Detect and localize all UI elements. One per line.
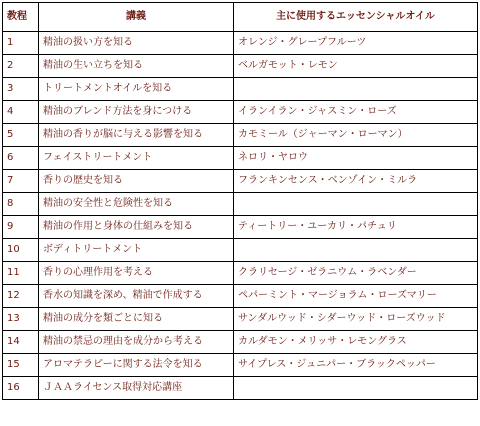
lesson-number-cell: 1 xyxy=(3,32,39,55)
table-row xyxy=(3,262,478,285)
lesson-number-cell: 7 xyxy=(3,170,39,193)
lecture-cell: アロマテラピーに関する法令を知る xyxy=(39,354,234,377)
essential-oils-cell: イランイラン・ジャスミン・ローズ xyxy=(234,101,478,124)
lesson-number-cell: 12 xyxy=(3,285,39,308)
essential-oils-cell xyxy=(234,78,478,101)
essential-oils-cell: ティートリー・ユーカリ・パチュリ xyxy=(234,216,478,239)
essential-oils-cell: サイプレス・ジュニパー・ブラックペッパー xyxy=(234,354,478,377)
lesson-number-cell: 10 xyxy=(3,239,39,262)
essential-oils-cell: フランキンセンス・ベンゾイン・ミルラ xyxy=(234,170,478,193)
lecture-cell: 精油の成分を類ごとに知る xyxy=(39,308,234,331)
lecture-cell: 精油の香りが脳に与える影響を知る xyxy=(39,124,234,147)
table-row xyxy=(3,308,478,331)
lecture-cell: フェイストリートメント xyxy=(39,147,234,170)
table-row xyxy=(3,124,478,147)
essential-oils-cell: カモミール（ジャーマン・ローマン） xyxy=(234,124,478,147)
lecture-cell: ボディトリートメント xyxy=(39,239,234,262)
essential-oils-cell: ペパーミント・マージョラム・ローズマリー xyxy=(234,285,478,308)
essential-oils-cell xyxy=(234,239,478,262)
header-lesson-number: 教程 xyxy=(3,3,39,32)
table-row xyxy=(3,216,478,239)
essential-oils-cell xyxy=(234,193,478,216)
table-row xyxy=(3,239,478,262)
lecture-cell: 精油のブレンド方法を身につける xyxy=(39,101,234,124)
lesson-number-cell: 4 xyxy=(3,101,39,124)
essential-oils-cell: サンダルウッド・シダーウッド・ローズウッド xyxy=(234,308,478,331)
table-row xyxy=(3,170,478,193)
syllabus-table xyxy=(2,2,478,400)
table-row xyxy=(3,32,478,55)
header-lecture: 講義 xyxy=(39,3,234,32)
lecture-cell: ＪＡＡライセンス取得対応講座 xyxy=(39,377,234,400)
lesson-number-cell: 13 xyxy=(3,308,39,331)
lecture-cell: 精油の禁忌の理由を成分から考える xyxy=(39,331,234,354)
lesson-number-cell: 14 xyxy=(3,331,39,354)
lesson-number-cell: 6 xyxy=(3,147,39,170)
lesson-number-cell: 3 xyxy=(3,78,39,101)
essential-oils-cell: クラリセージ・ゼラニウム・ラベンダー xyxy=(234,262,478,285)
lesson-number-cell: 8 xyxy=(3,193,39,216)
table-body xyxy=(3,32,478,400)
lecture-cell: トリートメントオイルを知る xyxy=(39,78,234,101)
table-row xyxy=(3,147,478,170)
table-row xyxy=(3,377,478,400)
essential-oils-cell: ネロリ・ヤロウ xyxy=(234,147,478,170)
lesson-number-cell: 2 xyxy=(3,55,39,78)
lesson-number-cell: 16 xyxy=(3,377,39,400)
lecture-cell: 精油の作用と身体の仕組みを知る xyxy=(39,216,234,239)
essential-oils-cell: カルダモン・メリッサ・レモングラス xyxy=(234,331,478,354)
table-row xyxy=(3,101,478,124)
lecture-cell: 香りの歴史を知る xyxy=(39,170,234,193)
table-row xyxy=(3,55,478,78)
lecture-cell: 香りの心理作用を考える xyxy=(39,262,234,285)
table-row xyxy=(3,78,478,101)
header-row xyxy=(3,3,478,32)
essential-oils-cell: オレンジ・グレープフルーツ xyxy=(234,32,478,55)
table-row xyxy=(3,193,478,216)
lecture-cell: 精油の生い立ちを知る xyxy=(39,55,234,78)
lesson-number-cell: 9 xyxy=(3,216,39,239)
lesson-number-cell: 5 xyxy=(3,124,39,147)
table-row xyxy=(3,285,478,308)
header-essential-oils: 主に使用するエッセンシャルオイル xyxy=(234,3,478,32)
lecture-cell: 香水の知識を深め、精油で作成する xyxy=(39,285,234,308)
table-row xyxy=(3,331,478,354)
lesson-number-cell: 15 xyxy=(3,354,39,377)
table-row xyxy=(3,354,478,377)
essential-oils-cell: ベルガモット・レモン xyxy=(234,55,478,78)
essential-oils-cell xyxy=(234,377,478,400)
lesson-number-cell: 11 xyxy=(3,262,39,285)
lecture-cell: 精油の安全性と危険性を知る xyxy=(39,193,234,216)
lecture-cell: 精油の扱い方を知る xyxy=(39,32,234,55)
